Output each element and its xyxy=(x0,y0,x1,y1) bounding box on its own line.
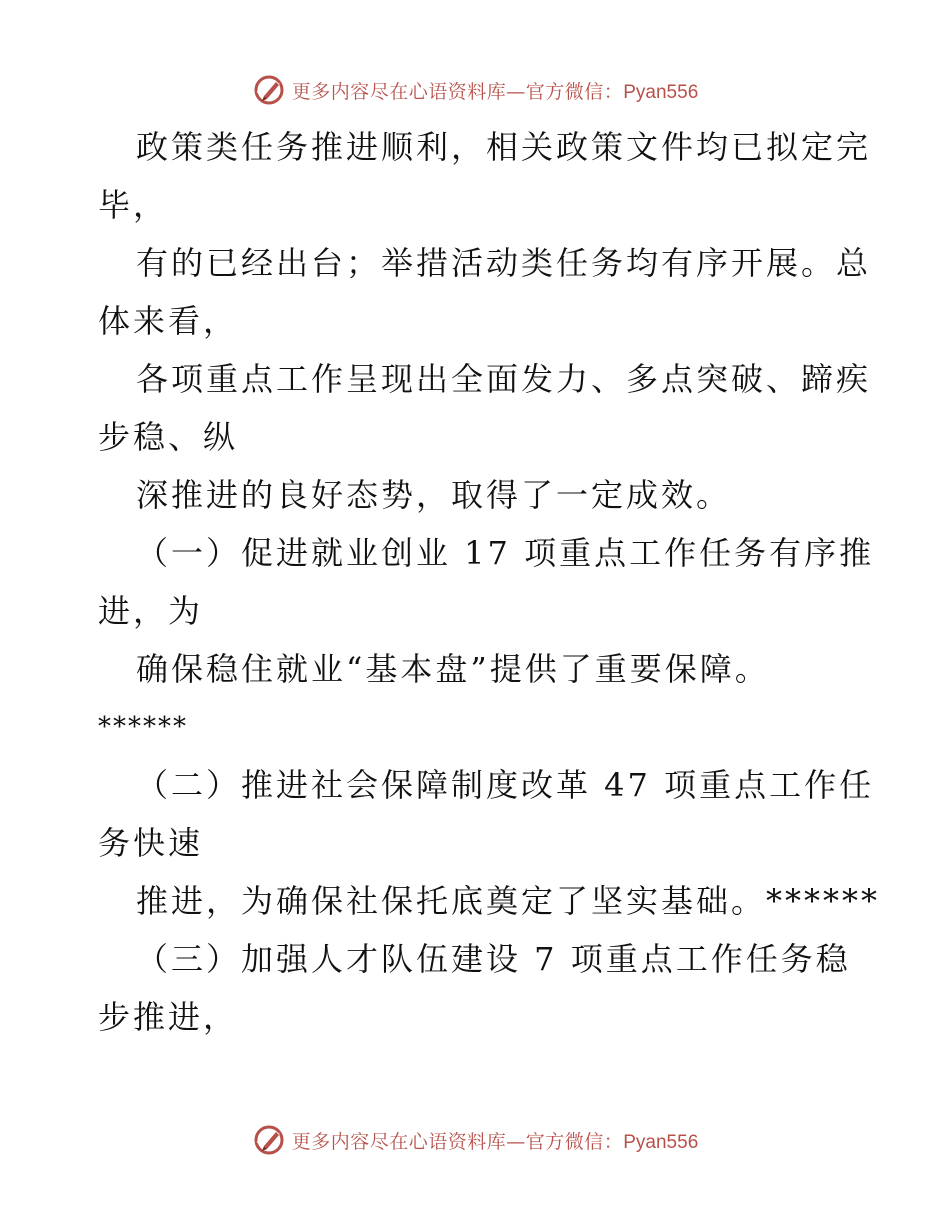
pen-swirl-logo-icon xyxy=(252,73,286,107)
footer-watermark xyxy=(0,1120,950,1160)
paragraph-line: 步稳、纵 xyxy=(98,418,239,456)
paragraph-line: 深推进的良好态势，取得了一定成效。 xyxy=(136,476,732,514)
section-heading-line: （一）促进就业创业 17 项重点工作任务有序推 xyxy=(136,534,875,572)
paragraph-line: 政策类任务推进顺利，相关政策文件均已拟定完 xyxy=(136,128,872,166)
paragraph-line: 毕， xyxy=(98,186,169,224)
pen-swirl-logo-icon xyxy=(252,1123,286,1157)
paragraph-line: 确保稳住就业“基本盘”提供了重要保障。 xyxy=(136,650,770,688)
asterisk-separator: ****** xyxy=(98,712,188,742)
section-heading-line: （二）推进社会保障制度改革 47 项重点工作任 xyxy=(136,766,875,804)
paragraph-line: 体来看， xyxy=(98,302,239,340)
section-heading-line: （三）加强人才队伍建设 7 项重点工作任务稳 xyxy=(136,940,851,978)
watermark-text: 更多内容尽在心语资料库—官方微信：Pyan556 xyxy=(291,1130,699,1153)
paragraph-line: 进，为 xyxy=(98,592,204,630)
paragraph-line: 务快速 xyxy=(98,824,204,862)
paragraph-line: 有的已经出台；举措活动类任务均有序开展。总 xyxy=(136,244,872,282)
watermark-text: 更多内容尽在心语资料库—官方微信：Pyan556 xyxy=(291,80,699,103)
paragraph-line: 各项重点工作呈现出全面发力、多点突破、蹄疾 xyxy=(136,360,872,398)
paragraph-line: 步推进， xyxy=(98,998,239,1036)
header-watermark xyxy=(0,70,950,110)
paragraph-line: 推进，为确保社保托底奠定了坚实基础。****** xyxy=(136,882,881,920)
document-body xyxy=(98,118,881,1046)
